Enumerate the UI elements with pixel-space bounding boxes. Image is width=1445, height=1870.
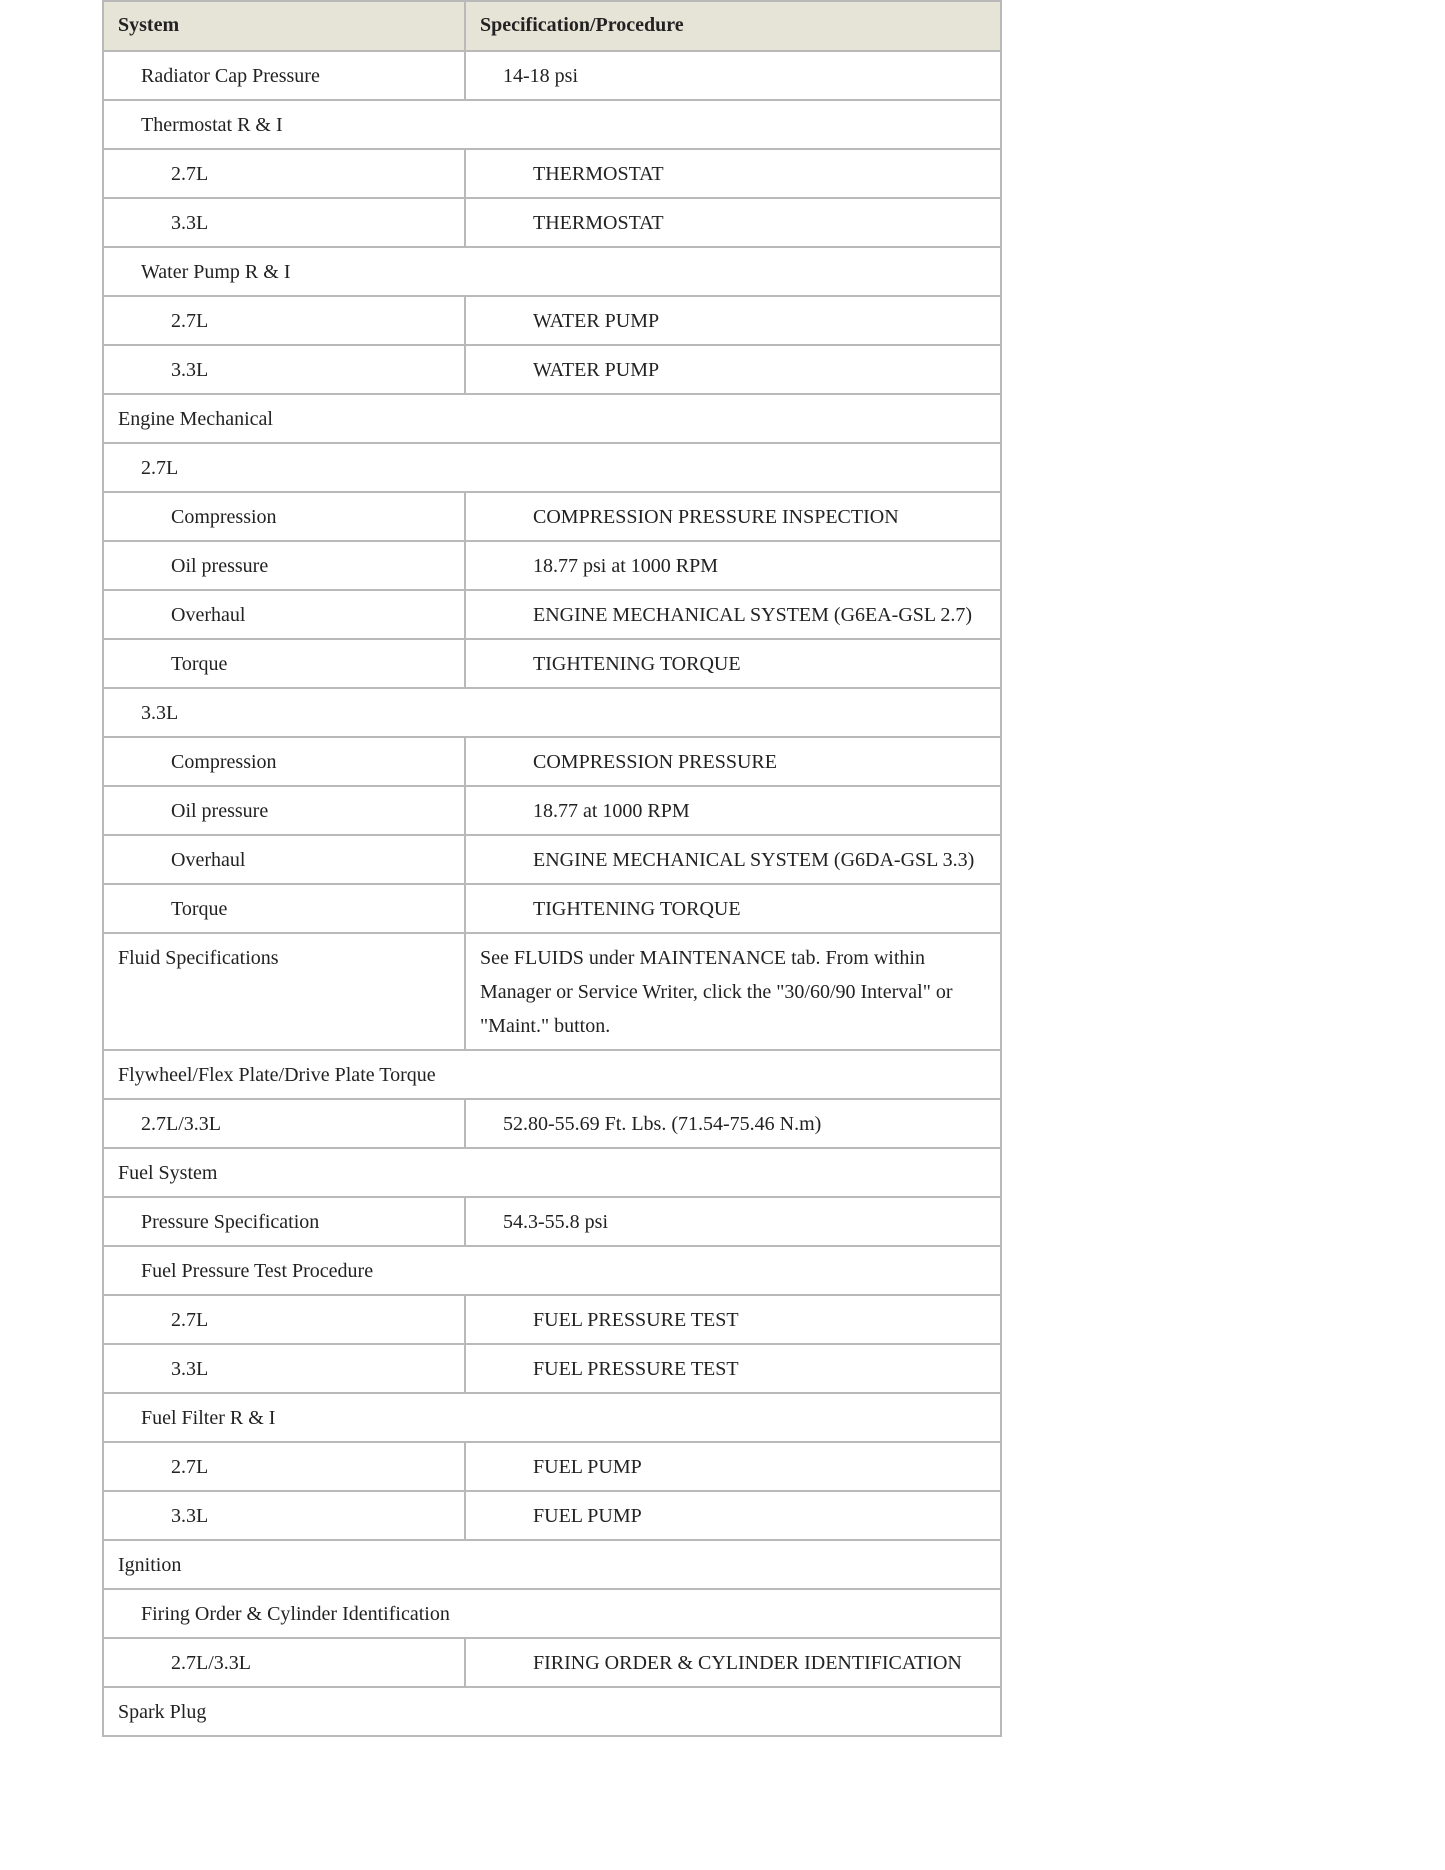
table-row [103,590,1001,639]
table-row [103,1687,1001,1736]
specification-cell: WATER PUMP [465,296,1001,345]
specification-cell: FUEL PRESSURE TEST [465,1344,1001,1393]
system-cell: 3.3L [103,688,1001,737]
table-row [103,247,1001,296]
table-row [103,1295,1001,1344]
specification-cell: 54.3-55.8 psi [465,1197,1001,1246]
specification-cell: WATER PUMP [465,345,1001,394]
system-cell: 2.7L [103,1442,465,1491]
specification-cell: COMPRESSION PRESSURE [465,737,1001,786]
table-row [103,1491,1001,1540]
system-cell: 3.3L [103,345,465,394]
system-cell: Pressure Specification [103,1197,465,1246]
system-cell: Compression [103,492,465,541]
system-cell: Firing Order & Cylinder Identification [103,1589,1001,1638]
specification-cell: THERMOSTAT [465,198,1001,247]
table-row [103,345,1001,394]
system-cell: Compression [103,737,465,786]
table-row [103,443,1001,492]
table-row [103,1246,1001,1295]
table-row [103,100,1001,149]
specification-cell: FUEL PUMP [465,1491,1001,1540]
system-cell: 2.7L [103,149,465,198]
system-cell: Fuel Filter R & I [103,1393,1001,1442]
system-cell: Torque [103,639,465,688]
header-specification: Specification/Procedure [465,1,1001,51]
system-cell: 2.7L [103,443,1001,492]
specification-cell: 18.77 psi at 1000 RPM [465,541,1001,590]
system-cell: Overhaul [103,835,465,884]
table-row [103,1099,1001,1148]
system-cell: Engine Mechanical [103,394,1001,443]
specification-cell: TIGHTENING TORQUE [465,884,1001,933]
specification-cell: COMPRESSION PRESSURE INSPECTION [465,492,1001,541]
table-row [103,149,1001,198]
table-row [103,394,1001,443]
specification-table [102,0,1002,1737]
specification-cell: FIRING ORDER & CYLINDER IDENTIFICATION [465,1638,1001,1687]
system-cell: 2.7L/3.3L [103,1099,465,1148]
table-row [103,1442,1001,1491]
specification-cell: 52.80-55.69 Ft. Lbs. (71.54-75.46 N.m) [465,1099,1001,1148]
header-system: System [103,1,465,51]
table-row [103,1148,1001,1197]
table-row [103,198,1001,247]
table-row [103,296,1001,345]
system-cell: 2.7L [103,296,465,345]
specification-cell: 18.77 at 1000 RPM [465,786,1001,835]
system-cell: Flywheel/Flex Plate/Drive Plate Torque [103,1050,1001,1099]
system-cell: Overhaul [103,590,465,639]
system-cell: Spark Plug [103,1687,1001,1736]
system-cell: Fluid Specifications [103,933,465,1050]
specification-cell: FUEL PUMP [465,1442,1001,1491]
table-row [103,492,1001,541]
system-cell: Radiator Cap Pressure [103,51,465,100]
specification-cell: 14-18 psi [465,51,1001,100]
system-cell: Oil pressure [103,541,465,590]
table-row [103,1540,1001,1589]
table-row [103,51,1001,100]
table-body [103,51,1001,1736]
system-cell: 3.3L [103,1491,465,1540]
system-cell: Fuel System [103,1148,1001,1197]
table-row [103,835,1001,884]
system-cell: Torque [103,884,465,933]
system-cell: Oil pressure [103,786,465,835]
specification-cell: FUEL PRESSURE TEST [465,1295,1001,1344]
table-row [103,1589,1001,1638]
specification-cell: THERMOSTAT [465,149,1001,198]
table-row [103,1638,1001,1687]
table-row [103,1344,1001,1393]
specification-cell: TIGHTENING TORQUE [465,639,1001,688]
system-cell: Fuel Pressure Test Procedure [103,1246,1001,1295]
specification-cell: ENGINE MECHANICAL SYSTEM (G6EA-GSL 2.7) [465,590,1001,639]
system-cell: 3.3L [103,198,465,247]
specification-cell: See FLUIDS under MAINTENANCE tab. From within Manager or Service Writer, click the "30/60/90 Interval" or "Maint." button. [465,933,1001,1050]
table-row [103,884,1001,933]
system-cell: Ignition [103,1540,1001,1589]
table-header-row [103,1,1001,51]
table-row [103,688,1001,737]
table-row [103,541,1001,590]
system-cell: 3.3L [103,1344,465,1393]
system-cell: Thermostat R & I [103,100,1001,149]
table-row [103,1050,1001,1099]
table-row [103,639,1001,688]
system-cell: Water Pump R & I [103,247,1001,296]
table-row [103,737,1001,786]
specification-cell: ENGINE MECHANICAL SYSTEM (G6DA-GSL 3.3) [465,835,1001,884]
system-cell: 2.7L [103,1295,465,1344]
table-row [103,933,1001,1050]
table-row [103,1393,1001,1442]
table-row [103,786,1001,835]
system-cell: 2.7L/3.3L [103,1638,465,1687]
table-row [103,1197,1001,1246]
